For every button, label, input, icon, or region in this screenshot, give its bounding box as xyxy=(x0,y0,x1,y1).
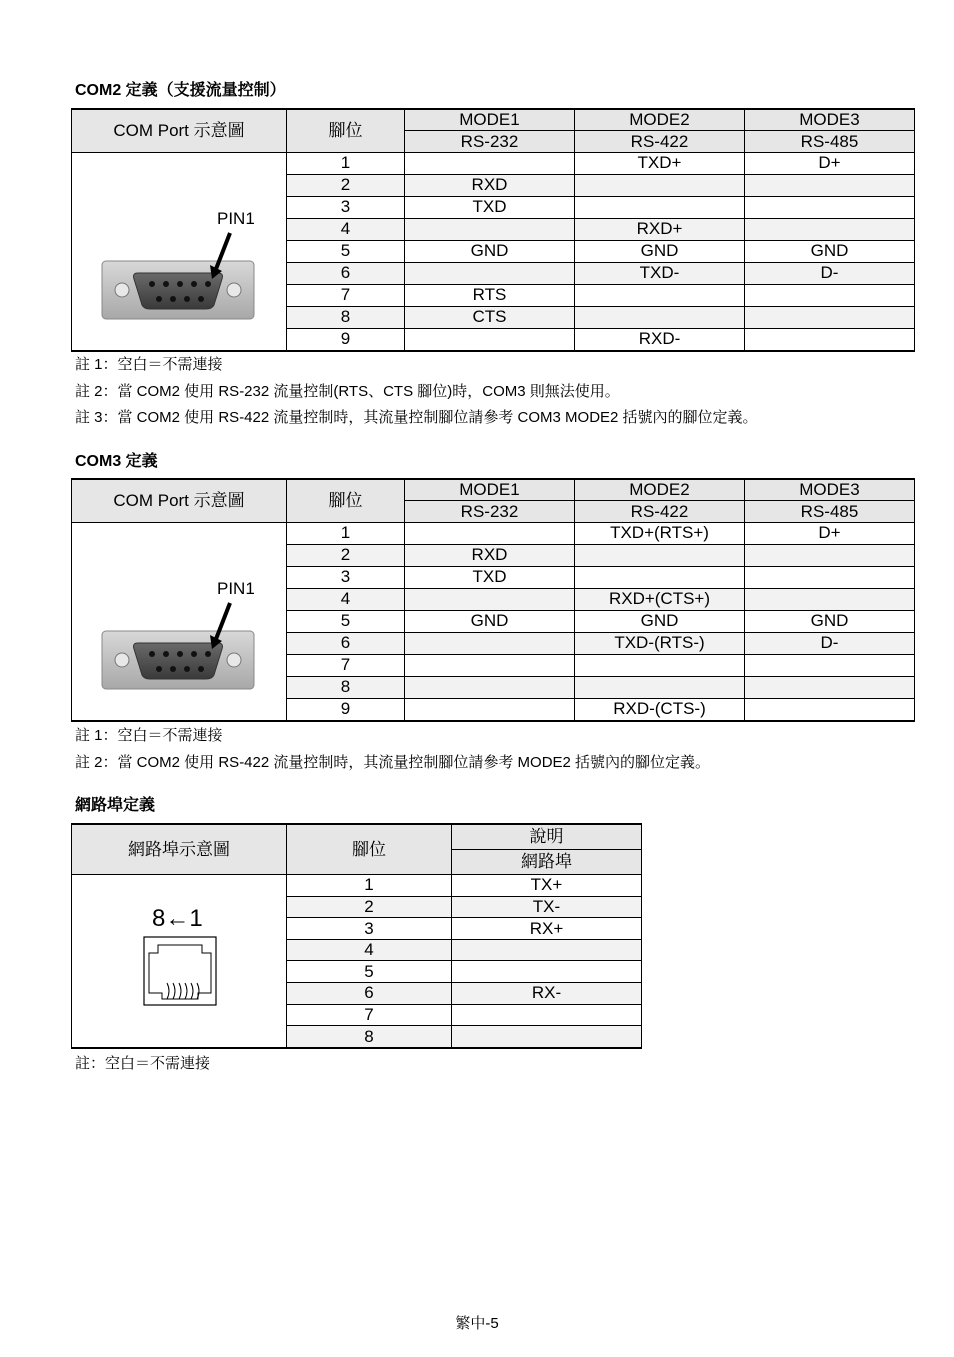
cell-desc: TX- xyxy=(452,896,642,918)
cell-pin: 1 xyxy=(287,523,405,545)
cell-pin: 6 xyxy=(287,262,405,284)
cell-m1 xyxy=(405,632,575,654)
cell-pin: 6 xyxy=(287,632,405,654)
com3-header-pin: 腳位 xyxy=(287,479,405,523)
com2-header-pin: 腳位 xyxy=(287,109,405,153)
cell-m3: D- xyxy=(745,632,915,654)
cell-pin: 4 xyxy=(287,588,405,610)
cell-pin: 5 xyxy=(287,961,452,983)
cell-m2 xyxy=(575,544,745,566)
cell-m1: TXD xyxy=(405,566,575,588)
cell-m2 xyxy=(575,284,745,306)
lan-header-port: 網路埠示意圖 xyxy=(72,824,287,875)
com2-table-body xyxy=(72,153,915,352)
com2-port-illustration xyxy=(72,153,287,352)
com2-header-mode3: MODE3 xyxy=(745,109,915,131)
lan-port-illustration xyxy=(72,875,287,1049)
com3-header-rs422: RS-422 xyxy=(575,501,745,523)
com2-header-mode1: MODE1 xyxy=(405,109,575,131)
cell-pin: 5 xyxy=(287,610,405,632)
cell-desc xyxy=(452,961,642,983)
com2-note-2: 註 2：當 COM2 使用 RS-232 流量控制(RTS、CTS 腳位)時，COM3 則無法使用。 xyxy=(75,383,620,400)
com2-section-title: COM2 定義（支援流量控制） xyxy=(75,82,286,99)
cell-m3 xyxy=(745,654,915,676)
lan-pin-table xyxy=(71,823,642,1049)
com2-pin-table xyxy=(71,108,915,352)
cell-pin: 1 xyxy=(287,153,405,175)
cell-m2: GND xyxy=(575,240,745,262)
cell-m2: TXD+ xyxy=(575,153,745,175)
pin-order-label: 8←1 xyxy=(152,905,203,932)
cell-m3 xyxy=(745,284,915,306)
cell-m1 xyxy=(405,588,575,610)
cell-m2: RXD- xyxy=(575,328,745,351)
cell-m2: RXD+ xyxy=(575,218,745,240)
cell-m1: RXD xyxy=(405,544,575,566)
cell-pin: 7 xyxy=(287,1004,452,1026)
cell-pin: 7 xyxy=(287,284,405,306)
cell-pin: 4 xyxy=(287,218,405,240)
cell-m2 xyxy=(575,654,745,676)
lan-header-sub: 網路埠 xyxy=(452,850,642,875)
com3-header-rs485: RS-485 xyxy=(745,501,915,523)
cell-pin: 8 xyxy=(287,676,405,698)
cell-m2 xyxy=(575,676,745,698)
cell-m3 xyxy=(745,328,915,351)
cell-pin: 8 xyxy=(287,306,405,328)
db9-connector-icon xyxy=(72,523,286,720)
lan-header-desc: 說明 xyxy=(452,824,642,850)
com3-note-1: 註 1：空白＝不需連接 xyxy=(75,727,223,744)
cell-pin: 4 xyxy=(287,939,452,961)
cell-desc xyxy=(452,939,642,961)
com3-section-title: COM3 定義 xyxy=(75,453,158,470)
cell-pin: 2 xyxy=(287,896,452,918)
cell-pin: 3 xyxy=(287,196,405,218)
com2-header-rs232: RS-232 xyxy=(405,131,575,153)
cell-desc xyxy=(452,1026,642,1048)
cell-pin: 1 xyxy=(287,875,452,897)
cell-m1 xyxy=(405,262,575,284)
cell-m1 xyxy=(405,676,575,698)
rj45-port-icon xyxy=(72,875,286,1047)
cell-m3: GND xyxy=(745,610,915,632)
com3-pin-table xyxy=(71,478,915,722)
com3-note-2: 註 2：當 COM2 使用 RS-422 流量控制時，其流量控制腳位請參考 MODE2 括號內的腳位定義。 xyxy=(75,754,711,771)
cell-m2: TXD+(RTS+) xyxy=(575,523,745,545)
cell-pin: 9 xyxy=(287,328,405,351)
cell-pin: 5 xyxy=(287,240,405,262)
cell-m1 xyxy=(405,523,575,545)
cell-pin: 2 xyxy=(287,174,405,196)
com2-note-3: 註 3：當 COM2 使用 RS-422 流量控制時，其流量控制腳位請參考 COM3 MODE2 括號內的腳位定義。 xyxy=(75,409,758,426)
cell-m1: RXD xyxy=(405,174,575,196)
com3-header-mode1: MODE1 xyxy=(405,479,575,501)
com3-header-mode3: MODE3 xyxy=(745,479,915,501)
cell-m2 xyxy=(575,306,745,328)
cell-m3 xyxy=(745,196,915,218)
com3-header-rs232: RS-232 xyxy=(405,501,575,523)
cell-m1 xyxy=(405,218,575,240)
com2-header-mode2: MODE2 xyxy=(575,109,745,131)
cell-m1: GND xyxy=(405,610,575,632)
cell-m3 xyxy=(745,698,915,721)
cell-m2: TXD-(RTS-) xyxy=(575,632,745,654)
cell-m3 xyxy=(745,588,915,610)
lan-header-pin: 腳位 xyxy=(287,824,452,875)
cell-pin: 3 xyxy=(287,918,452,940)
cell-m3: D+ xyxy=(745,523,915,545)
cell-m3 xyxy=(745,566,915,588)
com2-header-rs485: RS-485 xyxy=(745,131,915,153)
cell-desc xyxy=(452,1004,642,1026)
pin1-label: PIN1 xyxy=(217,579,255,598)
cell-m2: GND xyxy=(575,610,745,632)
lan-table-body xyxy=(72,875,642,1049)
cell-m2: RXD-(CTS-) xyxy=(575,698,745,721)
com3-header-mode2: MODE2 xyxy=(575,479,745,501)
lan-section-title: 網路埠定義 xyxy=(75,797,156,814)
cell-pin: 7 xyxy=(287,654,405,676)
cell-m1 xyxy=(405,698,575,721)
cell-m3 xyxy=(745,306,915,328)
cell-m2: RXD+(CTS+) xyxy=(575,588,745,610)
cell-m1 xyxy=(405,654,575,676)
cell-m3: GND xyxy=(745,240,915,262)
cell-m1: CTS xyxy=(405,306,575,328)
cell-m1 xyxy=(405,153,575,175)
com3-header-port: COM Port 示意圖 xyxy=(72,479,287,523)
cell-pin: 8 xyxy=(287,1026,452,1048)
com3-table-body xyxy=(72,523,915,722)
cell-pin: 2 xyxy=(287,544,405,566)
cell-desc: RX+ xyxy=(452,918,642,940)
cell-m2 xyxy=(575,196,745,218)
cell-pin: 9 xyxy=(287,698,405,721)
pin1-label: PIN1 xyxy=(217,209,255,228)
com2-note-1: 註 1：空白＝不需連接 xyxy=(75,356,223,373)
cell-m3 xyxy=(745,676,915,698)
cell-m1: TXD xyxy=(405,196,575,218)
cell-desc: TX+ xyxy=(452,875,642,897)
cell-pin: 3 xyxy=(287,566,405,588)
db9-connector-icon xyxy=(72,153,286,350)
cell-m2 xyxy=(575,174,745,196)
lan-note: 註：空白＝不需連接 xyxy=(75,1055,211,1072)
com2-header-rs422: RS-422 xyxy=(575,131,745,153)
cell-m2 xyxy=(575,566,745,588)
cell-m3 xyxy=(745,544,915,566)
cell-m3 xyxy=(745,218,915,240)
table-row xyxy=(72,875,642,897)
cell-pin: 6 xyxy=(287,983,452,1005)
cell-m2: TXD- xyxy=(575,262,745,284)
cell-m1: RTS xyxy=(405,284,575,306)
table-row xyxy=(72,153,915,175)
com3-port-illustration xyxy=(72,523,287,722)
cell-m1: GND xyxy=(405,240,575,262)
com2-header-port: COM Port 示意圖 xyxy=(72,109,287,153)
cell-m3: D+ xyxy=(745,153,915,175)
cell-m3 xyxy=(745,174,915,196)
cell-desc: RX- xyxy=(452,983,642,1005)
cell-m3: D- xyxy=(745,262,915,284)
cell-m1 xyxy=(405,328,575,351)
table-row xyxy=(72,523,915,545)
page-footer: 繁中-5 xyxy=(455,1315,499,1332)
